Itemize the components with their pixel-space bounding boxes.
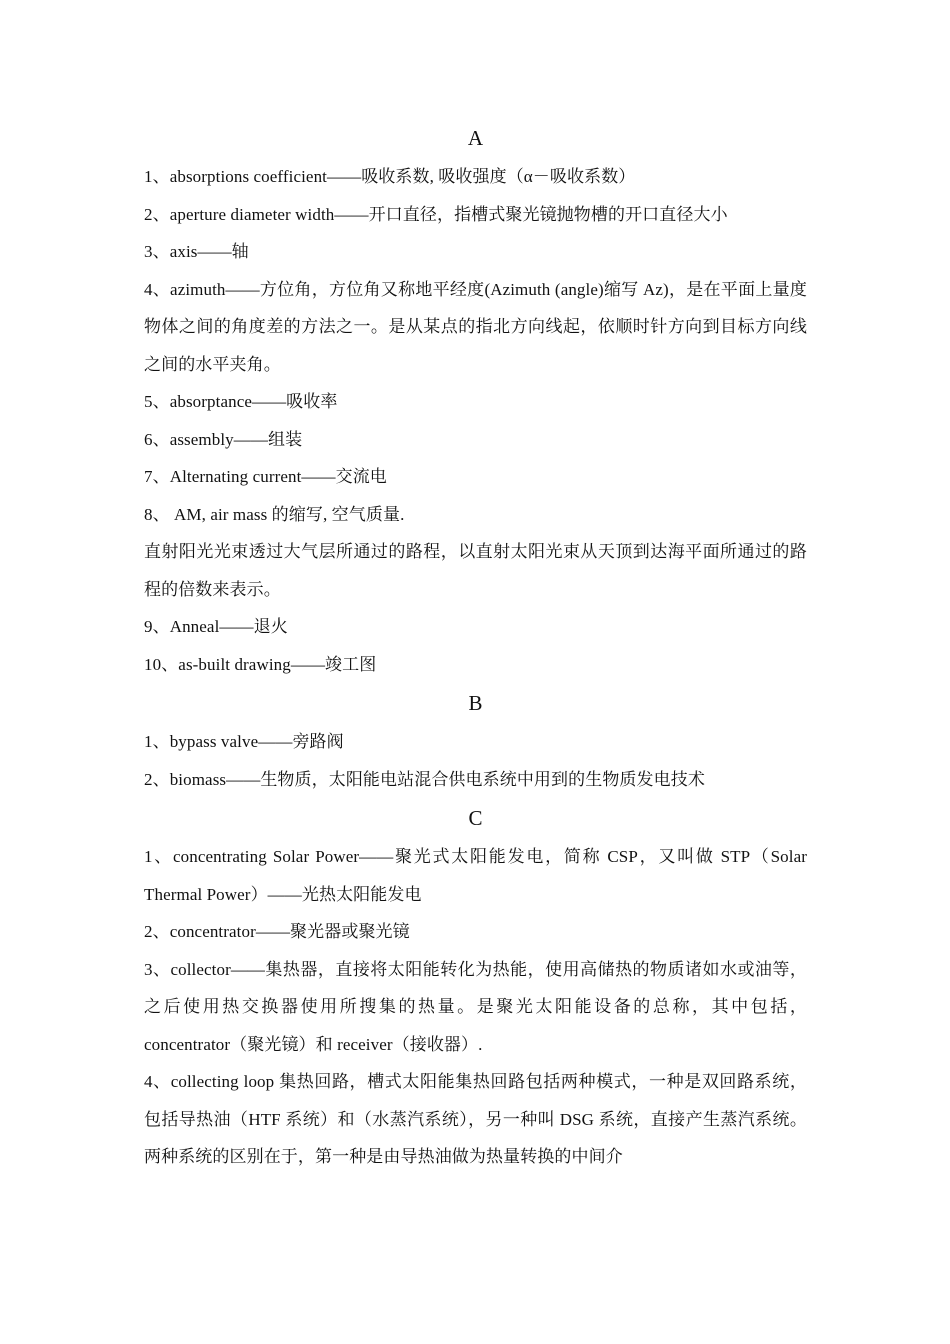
glossary-entry: 9、Anneal——退火 bbox=[144, 617, 288, 636]
section-heading-b: B bbox=[468, 691, 483, 715]
glossary-body bbox=[144, 118, 807, 1176]
glossary-entry: 8、 AM, air mass 的缩写, 空气质量. bbox=[144, 504, 405, 524]
glossary-entry: 7、Alternating current——交流电 bbox=[144, 467, 387, 486]
glossary-entry: 2、concentrator——聚光器或聚光镜 bbox=[144, 922, 410, 941]
section-heading-a: A bbox=[467, 126, 484, 150]
glossary-entry: 10、as-built drawing——竣工图 bbox=[144, 654, 377, 674]
glossary-entry: 1、absorptions coefficient——吸收系数, 吸收强度（α－吸收系数） bbox=[144, 167, 636, 186]
glossary-entry: 5、absorptance——吸收率 bbox=[144, 392, 338, 411]
glossary-entry: 3、axis——轴 bbox=[144, 242, 249, 261]
glossary-entry: 6、assembly——组装 bbox=[144, 429, 303, 449]
glossary-entry: 2、aperture diameter width——开口直径，指槽式聚光镜抛物槽的开口直径大小 bbox=[144, 204, 728, 224]
section-heading-c: C bbox=[468, 806, 483, 830]
glossary-entry: 1、concentrating Solar Power——聚光式太阳能发电，简称 CSP，又叫做 STP（Solar Thermal Power）——光热太阳能发电 bbox=[144, 847, 807, 904]
glossary-entry: 4、azimuth——方位角，方位角又称地平经度(Azimuth (angle)缩写 Az)，是在平面上量度物体之间的角度差的方法之一。是从某点的指北方向线起，依顺时针方向到目标方向线之间的水平夹角。 bbox=[144, 279, 807, 374]
glossary-entry: 1、bypass valve——旁路阀 bbox=[144, 732, 344, 751]
glossary-entry-description: 直射阳光光束透过大气层所通过的路程，以直射太阳光束从天顶到达海平面所通过的路程的倍数来表示。 bbox=[144, 542, 807, 599]
glossary-entry: 2、biomass——生物质，太阳能电站混合供电系统中用到的生物质发电技术 bbox=[144, 769, 705, 789]
glossary-entry: 4、collecting loop 集热回路，槽式太阳能集热回路包括两种模式，一种是双回路系统，包括导热油（HTF 系统）和（水蒸汽系统），另一种叫 DSG 系统，直接产生蒸汽系统。两种系统的区别在于，第一种是由导热油做为热量转换的中间介 bbox=[144, 1072, 807, 1166]
glossary-entry: 3、collector——集热器，直接将太阳能转化为热能，使用高储热的物质诸如水或油等，之后使用热交换器使用所搜集的热量。是聚光太阳能设备的总称，其中包括，concentrator（聚光镜）和 receiver（接收器）. bbox=[144, 959, 807, 1054]
